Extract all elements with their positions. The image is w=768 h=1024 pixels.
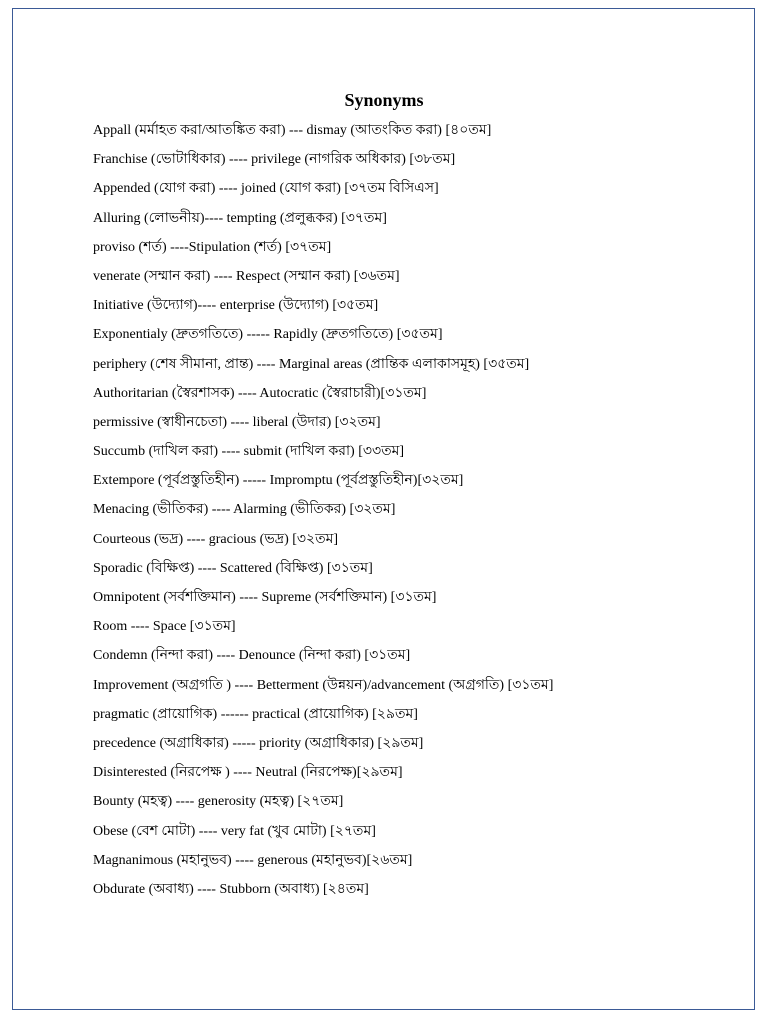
synonym-entry: precedence (অগ্রাধিকার) ----- priority (অগ্রাধিকার) [২৯তম] — [93, 735, 424, 751]
synonym-entry: periphery (শেষ সীমানা, প্রান্ত) ---- Marginal areas (প্রান্তিক এলাকাসমূহ) [৩৫তম] — [93, 356, 530, 372]
synonym-entry: Disinterested (নিরপেক্ষ ) ---- Neutral (নিরপেক্ষ)[২৯তম] — [93, 765, 403, 781]
synonym-entry: Obese (বেশ মোটা) ---- very fat (খুব মোটা) [২৭তম] — [93, 823, 376, 839]
synonym-entry: Condemn (নিন্দা করা) ---- Denounce (নিন্দা করা) [৩১তম] — [93, 648, 411, 664]
synonym-entry: Franchise (ভোটাধিকার) ---- privilege (নাগরিক অধিকার) [৩৮তম] — [93, 152, 456, 168]
synonym-entry: Exponentialy (দ্রুতগতিতে) ----- Rapidly (দ্রুতগতিতে) [৩৫তম] — [93, 327, 443, 343]
synonym-entry: Authoritarian (স্বৈরশাসক) ---- Autocratic (স্বৈরাচারী)[৩১তম] — [93, 385, 427, 401]
synonym-entry: pragmatic (প্রায়োগিক) ------ practical (প্রায়োগিক) [২৯তম] — [93, 706, 418, 722]
synonym-entry: Sporadic (বিক্ষিপ্ত) ---- Scattered (বিক্ষিপ্ত) [৩১তম] — [93, 560, 373, 576]
page-title: Synonyms — [344, 90, 424, 110]
synonym-entry: Courteous (ভদ্র) ---- gracious (ভদ্র) [৩২তম] — [93, 531, 339, 547]
synonym-entry: Appall (মর্মাহত করা/আতঙ্কিত করা) --- dismay (আতংকিত করা) [৪০তম] — [93, 123, 492, 138]
synonym-entry: Magnanimous (মহানুভব) ---- generous (মহানুভব)[২৬তম] — [93, 852, 413, 868]
synonym-entry: venerate (সম্মান করা) ---- Respect (সম্মান করা) [৩৬তম] — [93, 268, 400, 284]
synonym-entry: permissive (স্বাধীনচেতা) ---- liberal (উদার) [৩২তম] — [93, 414, 381, 430]
synonym-entry: Bounty (মহত্ব) ---- generosity (মহত্ব) [২৭তম] — [93, 794, 344, 810]
synonym-list — [93, 120, 713, 908]
synonym-entry: Room ---- Space [৩১তম] — [93, 619, 236, 635]
synonym-entry: Initiative (উদ্যোগ)---- enterprise (উদ্যোগ) [৩৫তম] — [93, 298, 379, 314]
synonym-entry: Appended (যোগ করা) ---- joined (যোগ করা) [৩৭তম বিসিএস] — [93, 181, 439, 197]
synonym-entry: Improvement (অগ্রগতি ) ---- Betterment (উন্নয়ন)/advancement (অগ্রগতি) [৩১তম] — [93, 677, 554, 693]
synonym-entry: Extempore (পূর্বপ্রস্তুতিহীন) ----- Impromptu (পূর্বপ্রস্তুতিহীন)[৩২তম] — [93, 473, 464, 489]
synonym-entry: Obdurate (অবাধ্য) ---- Stubborn (অবাধ্য) [২৪তম] — [93, 881, 369, 897]
synonym-entry: proviso (শর্ত) ----Stipulation (শর্ত) [৩৭তম] — [93, 239, 332, 255]
synonym-entry: Omnipotent (সর্বশক্তিমান) ---- Supreme (সর্বশক্তিমান) [৩১তম] — [93, 590, 437, 605]
synonym-entry: Succumb (দাখিল করা) ---- submit (দাখিল করা) [৩৩তম] — [93, 444, 405, 460]
synonym-entry: Menacing (ভীতিকর) ---- Alarming (ভীতিকর) [৩২তম] — [93, 502, 396, 518]
synonym-entry: Alluring (লোভনীয়)---- tempting (প্রলুব্ধকর) [৩৭তম] — [93, 210, 387, 226]
